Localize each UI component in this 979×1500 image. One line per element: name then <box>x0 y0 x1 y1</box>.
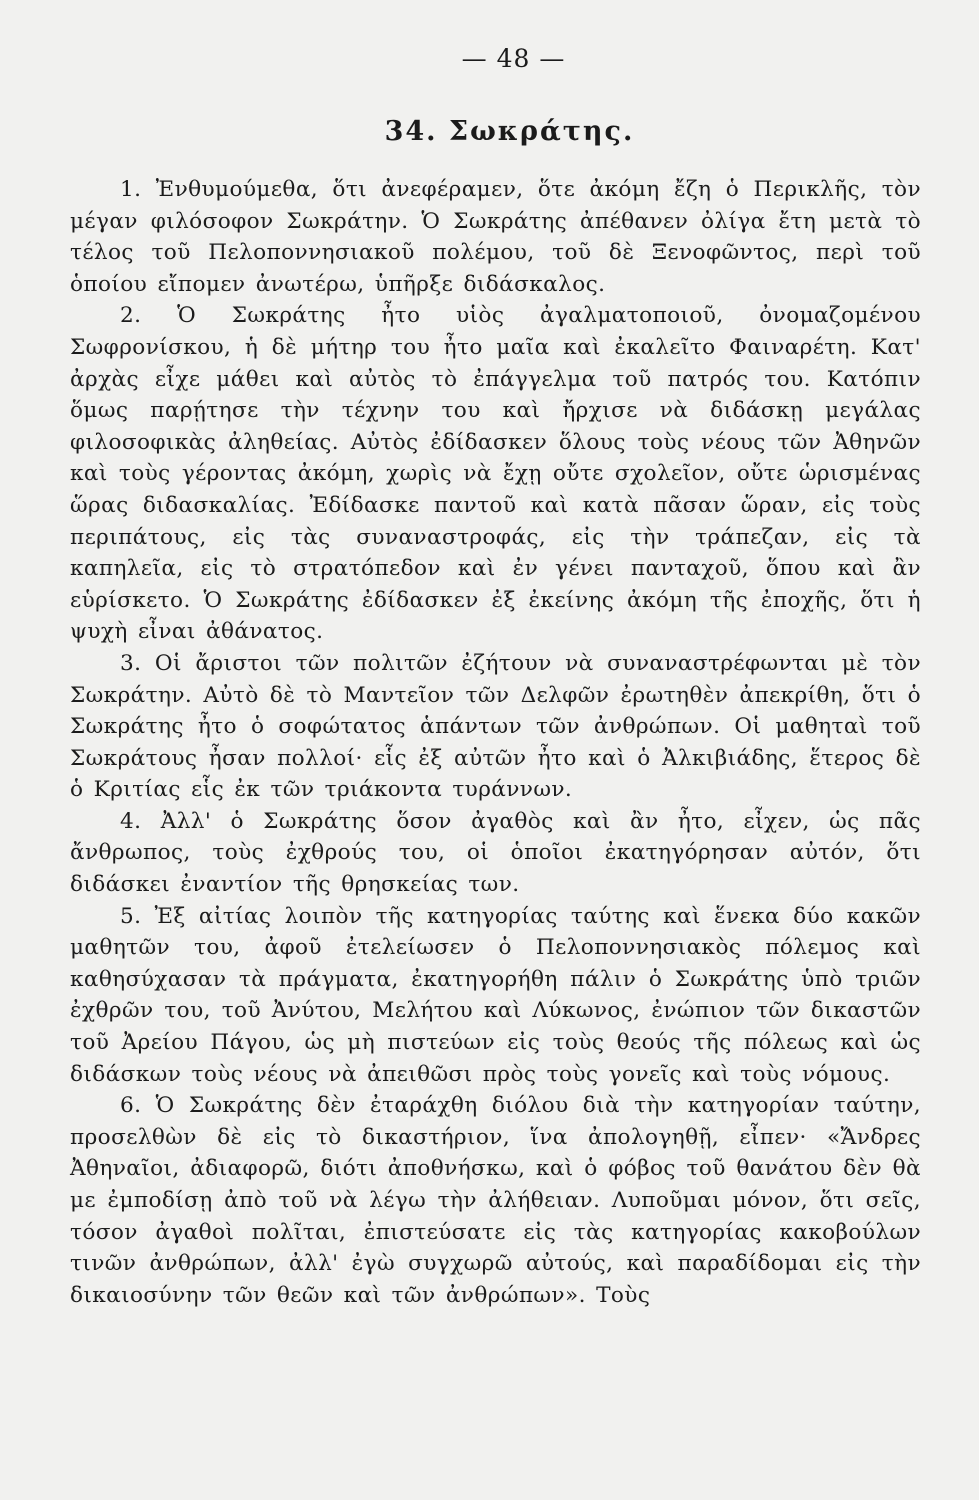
paragraph-6: 6. Ὁ Σωκράτης δὲν ἐταράχθη διόλου διὰ τὴν κατηγορίαν ταύτην, προσελθὼν δὲ εἰς τὸ δικαστήριον, ἵνα ἀπολογηθῇ, εἶπεν· «Ἄνδρες Ἀθηναῖοι, ἀδιαφορῶ, διότι ἀποθνήσκω, καὶ ὁ φόβος τοῦ θανάτου δὲν θὰ με ἐμποδίσῃ ἀπὸ τοῦ νὰ λέγω τὴν ἀλήθειαν. Λυποῦμαι μόνον, ὅτι σεῖς, τόσον ἀγαθοὶ πολῖται, ἐπιστεύσατε εἰς τὰς κατηγορίας κακοβούλων τινῶν ἀνθρώπων, ἀλλ' ἐγὼ συγχωρῶ αὐτούς, καὶ παραδίδομαι εἰς τὴν δικαιοσύνην τῶν θεῶν καὶ τῶν ἀνθρώπων». Τοὺς <box>70 1093 921 1308</box>
paragraph-5: 5. Ἐξ αἰτίας λοιπὸν τῆς κατηγορίας ταύτης καὶ ἕνεκα δύο κακῶν μαθητῶν του, ἀφοῦ ἐτελείωσεν ὁ Πελοποννησιακὸς πόλεμος καὶ καθησύχασαν τὰ πράγματα, ἐκατηγορήθη πάλιν ὁ Σωκράτης ὑπὸ τριῶν ἐχθρῶν του, τοῦ Ἀνύτου, Μελήτου καὶ Λύκωνος, ἐνώπιον τῶν δικαστῶν τοῦ Ἀρείου Πάγου, ὡς μὴ πιστεύων εἰς τοὺς θεούς τῆς πόλεως καὶ ὡς διδάσκων τοὺς νέους νὰ ἀπειθῶσι πρὸς τοὺς γονεῖς καὶ τοὺς νόμους. <box>70 903 921 1087</box>
paragraph-3: 3. Οἱ ἄριστοι τῶν πολιτῶν ἐζήτουν νὰ συναναστρέφωνται μὲ τὸν Σωκράτην. Αὐτὸ δὲ τὸ Μαντεῖον τῶν Δελφῶν ἐρωτηθὲν ἀπεκρίθη, ὅτι ὁ Σωκράτης ἦτο ὁ σοφώτατος ἁπάντων τῶν ἀνθρώπων. Οἱ μαθηταὶ τοῦ Σωκράτους ἦσαν πολλοί· εἷς ἐξ αὐτῶν ἦτο καὶ ὁ Ἀλκιβιάδης, ἕτερος δὲ ὁ Κριτίας εἷς ἐκ τῶν τριάκοντα τυράννων. <box>70 650 921 803</box>
paragraph-4: 4. Ἀλλ' ὁ Σωκράτης ὅσον ἀγαθὸς καὶ ἂν ἦτο, εἶχεν, ὡς πᾶς ἄνθρωπος, τοὺς ἐχθρούς του, οἱ ὁποῖοι ἐκατηγόρησαν αὐτόν, ὅτι διδάσκει ἐναντίον τῆς θρησκείας των. <box>70 808 921 898</box>
chapter-title: 34. Σωκράτης. <box>384 116 635 147</box>
paragraph-1: 1. Ἐνθυμούμεθα, ὅτι ἀνεφέραμεν, ὅτε ἀκόμη ἔζη ὁ Περικλῆς, τὸν μέγαν φιλόσοφον Σωκράτην. Ὁ Σωκράτης ἀπέθανεν ὀλίγα ἔτη μετὰ τὸ τέλος τοῦ Πελοποννησιακοῦ πολέμου, τοῦ δὲ Ξενοφῶντος, περὶ τοῦ ὁποίου εἴπομεν ἀνωτέρω, ὑπῆρξε διδάσκαλος. <box>70 177 921 297</box>
paragraph-2: 2. Ὁ Σωκράτης ἦτο υἱὸς ἀγαλματοποιοῦ, ὀνομαζομένου Σωφρονίσκου, ἡ δὲ μήτηρ του ἦτο μαῖα καὶ ἐκαλεῖτο Φαιναρέτη. Κατ' ἀρχὰς εἶχε μάθει καὶ αὐτὸς τὸ ἐπάγγελμα τοῦ πατρός του. Κατόπιν ὅμως παρῄτησε τὴν τέχνην του καὶ ἤρχισε νὰ διδάσκῃ μεγάλας φιλοσοφικὰς ἀληθείας. Αὐτὸς ἐδίδασκεν ὅλους τοὺς νέους τῶν Ἀθηνῶν καὶ τοὺς γέροντας ἀκόμη, χωρὶς νὰ ἔχῃ οὔτε σχολεῖον, οὔτε ὡρισμένας ὥρας διδασκαλίας. Ἐδίδασκε παντοῦ καὶ κατὰ πᾶσαν ὥραν, εἰς τοὺς περιπάτους, εἰς τὰς συναναστροφάς, εἰς τὴν τράπεζαν, εἰς τὰ καπηλεῖα, εἰς τὸ στρατόπεδον καὶ ἐν γένει πανταχοῦ, ὅπου καὶ ἂν εὑρίσκετο. Ὁ Σωκράτης ἐδίδασκεν ἐξ ἐκείνης ἀκόμη τῆς ἐποχῆς, ὅτι ἡ ψυχὴ εἶναι ἀθάνατος. <box>70 303 921 645</box>
page-number: — 48 — <box>461 44 566 73</box>
